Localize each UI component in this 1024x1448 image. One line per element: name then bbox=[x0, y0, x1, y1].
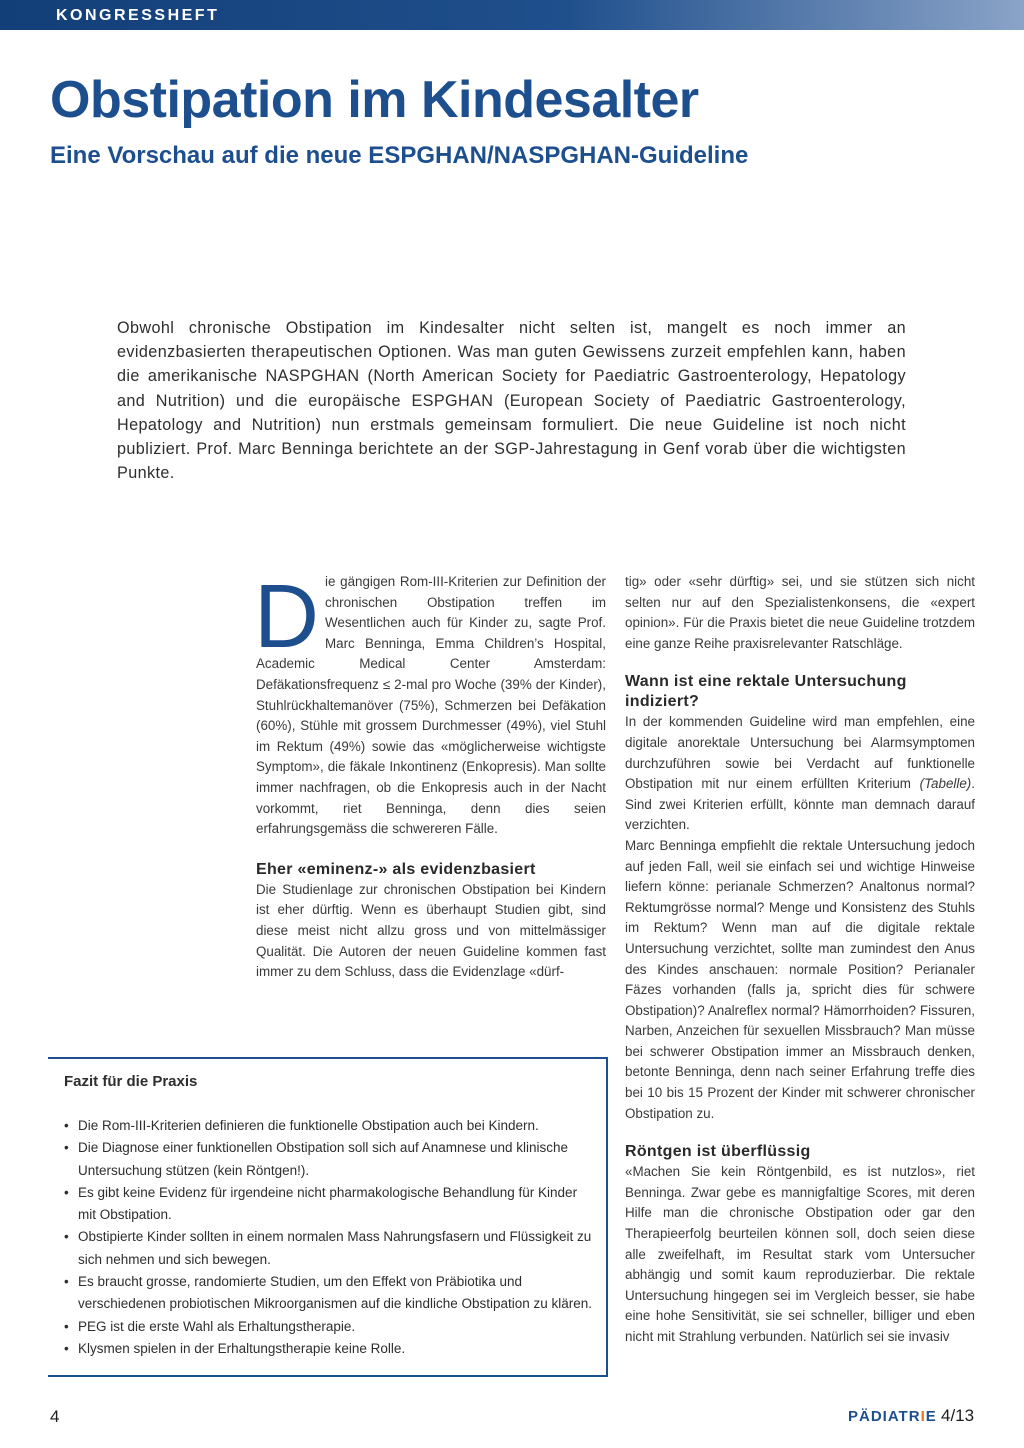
fazit-title: Fazit für die Praxis bbox=[64, 1073, 198, 1090]
fazit-item: • Die Diagnose einer funktionellen Obstipation soll sich auf Anamnese und klinische Untersuchung stützen (kein Röntgen!). bbox=[64, 1137, 594, 1182]
fazit-item: • Obstipierte Kinder sollten in einem normalen Mass Nahrungsfasern und Flüssigkeit zu sich nehmen und sich bewegen. bbox=[64, 1226, 594, 1271]
column-left bbox=[254, 567, 606, 983]
section-text-eminenz: Die Studienlage zur chronischen Obstipation bei Kindern ist eher dürftig. Wenn es überhaupt Studien gibt, sind diese meist nicht allzu gross und von mittelmässiger Qualität. Die Autoren der neuen Guideline kommen fast immer zu dem Schluss, dass die Evidenzlage «dürf- bbox=[256, 881, 606, 980]
journal-accent-letter: I bbox=[920, 1408, 926, 1425]
fazit-item: • Es braucht grosse, randomierte Studien, um den Effekt von Präbiotika und verschiedenen probiotischen Mikroorganismen auf die kindliche Obstipation zu klären. bbox=[64, 1271, 594, 1316]
section-heading-roentgen: Röntgen ist überflüssig bbox=[625, 1143, 811, 1161]
fazit-item: • Klysmen spielen in der Erhaltungstherapie keine Rolle. bbox=[64, 1338, 594, 1360]
issue-number: 4/13 bbox=[941, 1406, 975, 1425]
intro-paragraph bbox=[254, 567, 606, 840]
journal-name: PÄDIATRIE bbox=[848, 1408, 937, 1425]
page-number: 4 bbox=[50, 1407, 60, 1426]
section-label: KONGRESSHEFT bbox=[56, 7, 220, 24]
article-lead: Obwohl chronische Obstipation im Kindesalter nicht selten ist, mangelt es noch immer an evidenzbasierten therapeutischen Optionen. Was man guten Gewissens zurzeit empfehlen kann, haben die amerikanische NASPGHAN (North American Society for Paediatric Gastroenterology, Hepatology and Nutrition) und die europäische ESPGHAN (European Society of Paediatric Gastroenterology, Hepatology and Nutrition) nun erstmals gemeinsam formuliert. Die neue Guideline ist noch nicht publiziert. Prof. Marc Benninga berichtete an der SGP-Jahrestagung in Genf vorab über die wichtigsten Punkte. bbox=[117, 319, 906, 483]
fazit-item: • PEG ist die erste Wahl als Erhaltungstherapie. bbox=[64, 1316, 594, 1338]
intro-text: ie gängigen Rom-III-Kriterien zur Definition der chronischen Obstipation treffen im Wesentlichen auch für Kinder zu, sagte Prof. Marc Benninga, Emma Children’s Hospital, Academic Medical Center Amsterdam: Defäkationsfrequenz ≤ 2-mal pro Woche (39% der Kinder), Stuhlrückhaltemanöver (75%), Schmerzen bei Defäkation (60%), Stühle mit grossem Durchmesser (49%), viel Stuhl im Rektum (49%) sowie das «möglicherweise wichtigste Symptom», die fäkale Inkontinenz (Enkopresis). Man sollte immer nachfragen, ob die Enkopresis auch in der Nacht vorkommt, riet Benninga, denn dies seien erfahrungsgemäss die schwereren Fälle. bbox=[256, 574, 606, 837]
section-heading-eminenz: Eher «eminenz-» als evidenzbasiert bbox=[256, 860, 536, 878]
article-title: Obstipation im Kindesalter bbox=[50, 71, 699, 129]
header-bar bbox=[0, 0, 1024, 30]
section-text-eminenz-continued: tig» oder «sehr dürftig» sei, und sie stützen sich nicht selten nur auf den Spezialistenkonsens, die «expert opinion». Für die Praxis bietet die neue Guideline trotzdem eine ganze Reihe praxisrelevanter Ratschläge. bbox=[625, 574, 975, 651]
article-subtitle: Eine Vorschau auf die neue ESPGHAN/NASPGHAN-Guideline bbox=[50, 142, 749, 169]
table-reference: (Tabelle) bbox=[919, 776, 972, 792]
fazit-box bbox=[48, 1057, 608, 1377]
fazit-item: • Es gibt keine Evidenz für irgendeine nicht pharmakologische Behandlung für Kinder mit Obstipation. bbox=[64, 1182, 594, 1227]
fazit-list bbox=[64, 1115, 594, 1360]
column-right bbox=[625, 572, 975, 1348]
section-text-benninga: Marc Benninga empfiehlt die rektale Untersuchung jedoch auf jeden Fall, weil sie einfach sei und wichtige Hinweise liefern könne: perianale Schmerzen? Analtonus normal? Rektumgrösse normal? Menge und Konsistenz des Stuhls im Rektum? Wenn man auf die digitale rektale Untersuchung verzichtet, sollte man zumindest den Anus des Kindes anschauen: normale Position? Perianaler Fäzes vorhanden (falls ja, spricht dies für schwere Obstipation)? Analreflex normal? Hämorrhoiden? Fissuren, Narben, Anzeichen für sexuellen Missbrauch? Man müsse bei schwerer Obstipation immer an Missbrauch denken, betonte Benninga, denn nach seiner Erfahrung treffe dies bei 10 bis 15 Prozent der Kinder mit schwerer chronischer Obstipation zu. bbox=[625, 837, 975, 1121]
section-heading-rektale-untersuchung: Wann ist eine rektale Untersuchung indiziert? bbox=[625, 673, 907, 711]
fazit-item: • Die Rom-III-Kriterien definieren die funktionelle Obstipation auch bei Kindern. bbox=[64, 1115, 594, 1137]
section-text-roentgen: «Machen Sie kein Röntgenbild, es ist nutzlos», riet Benninga. Zwar gebe es mannigfaltige Scores, mit deren Hilfe man die chronische Obstipation oder gar den Therapieerfolg beurteilen können soll, doch seien diese alle zweifelhaft, im Resultat stark vom Untersucher abhängig und somit kaum reproduzierbar. Die rektale Untersuchung hingegen sei im Vergleich besser, sie habe eine hohe Sensitivität, sie sei schneller, billiger und eben nicht mit Strahlung verbunden. Natürlich sei sie invasiv bbox=[625, 1164, 975, 1344]
drop-cap: D bbox=[254, 567, 319, 667]
section-text-rektale-untersuchung: In der kommenden Guideline wird man empfehlen, eine digitale anorektale Untersuchung bei Alarmsymptomen durchzuführen sowie bei Verdacht auf funktionelle Obstipation mit nur einem erfüllten Kriterium (Tabelle). Sind zwei Kriterien erfüllt, könnte man demnach darauf verzichten. bbox=[625, 714, 975, 833]
